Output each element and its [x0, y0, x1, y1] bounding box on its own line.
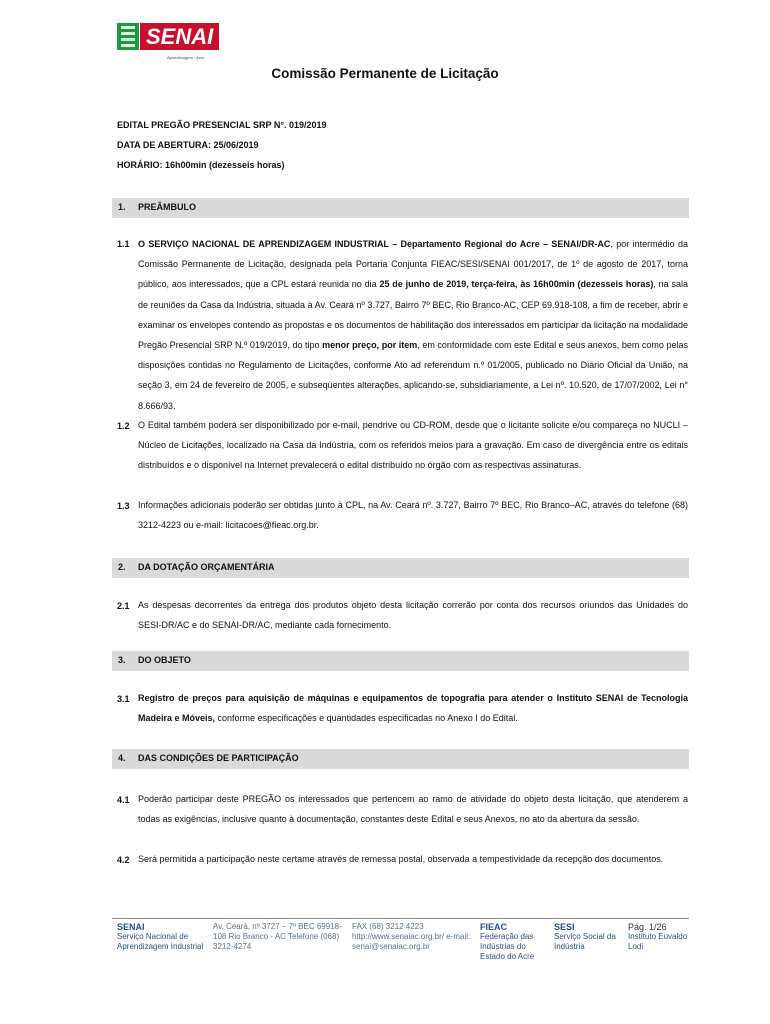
item-number: 3.1 — [117, 694, 130, 704]
item-text: conforme especificações e quantidades especificadas no Anexo I do Edital. — [215, 713, 518, 724]
opening-date: DATA DE ABERTURA: 25/06/2019 — [117, 140, 259, 150]
item-bold: 25 de junho de 2019, terça-feira, às 16h00min (dezesseis horas) — [379, 279, 654, 290]
section-heading — [112, 198, 689, 218]
footer-fieac-heading: FIEAC — [480, 922, 507, 932]
footer-senai — [117, 922, 209, 952]
item-number: 1.2 — [117, 421, 130, 431]
footer-fieac — [480, 922, 550, 962]
logo-subtitle: Aprendizagem · Acre — [167, 55, 205, 60]
section-title: DO OBJETO — [138, 655, 191, 665]
section-heading — [112, 749, 689, 769]
item-number: 1.1 — [117, 239, 130, 249]
senai-logo — [117, 23, 227, 69]
item-bold-lead: O SERVIÇO NACIONAL DE APRENDIZAGEM INDUSTRIAL – Departamento Regional do Acre – SENAI/DR-AC — [138, 239, 611, 249]
footer-iel-text: Instituto Euvaldo Lodi — [628, 932, 688, 951]
item-number: 2.1 — [117, 601, 130, 611]
item-text: , em conformidade com este Edital e seus anexos, bem como pelas disposições contidas no Regulamento de Licitações, conforme Ato ad referendum n.º 01/2005, publicado no Diário Oficial da União, na seção 3, em 24 de fevereiro de 2005, e subseqüentes alterações, aplicando-se, subsidiariamente, a Lei nº. 10.520, de 17/07/2002, Lei n° 8.666/93. — [138, 340, 688, 411]
footer-divider — [112, 918, 689, 919]
section-number: 1. — [118, 202, 126, 212]
item-paragraph: As despesas decorrentes da entrega dos produtos objeto desta licitação correrão por conta dos recursos oriundos das Unidades do SESI-DR/AC e do SENAI-DR/AC, mediante cada fornecimento. — [138, 600, 688, 631]
footer-contact: FAX (68) 3212 4223 http://www.senaiac.org.br/ e-mail: senai@senaiac.org.br — [352, 922, 471, 951]
section-title: DA DOTAÇÃO ORÇAMENTÁRIA — [138, 562, 275, 572]
footer-senai-heading: SENAI — [117, 922, 145, 932]
footer-iel — [628, 932, 688, 952]
item-bold-lead: Registro de preços para aquisição de máquinas e equipamentos de topografia para atender o Instituto SENAI de Tecnologia Madeira e Móveis, — [138, 693, 688, 724]
footer-sesi-text: Serviço Social da Indústria — [554, 932, 616, 951]
footer-senai-text: Serviço Nacional de Aprendizagem Industrial — [117, 932, 204, 951]
item-paragraph: O Edital também poderá ser disponibilizado por e-mail, pendrive ou CD-ROM, desde que o licitante solicite e/ou compareça no NUCLI – Núcleo de Licitações, localizado na Casa da Indústria, com os referidos meios para a gravação. Em caso de divergência entre os editais distribuídos e o disponível na Internet prevalecerá o edital distribuído no órgão com as respectivas assinaturas. — [138, 420, 688, 471]
item-text: , por intermédio da Comissão Permanente de Licitação, designada pela Portaria Conjunta FIEAC/SESI/SENAI 001/2017, de 1º de agosto de 2017, torna público, aos interessados, que a CPL estará reunida no dia — [138, 239, 688, 290]
section-number: 2. — [118, 562, 126, 572]
item-number: 4.1 — [117, 795, 130, 805]
item-paragraph: Informações adicionais poderão ser obtidas junto à CPL, na Av. Ceará nº. 3.727, Bairro 7º BEC, Rio Branco–AC, através do telefone (68) 3212-4223 ou e-mail: licitacoes@fieac.org.br. — [138, 500, 688, 531]
item-paragraph — [138, 234, 688, 416]
page-title: Comissão Permanente de Licitação — [271, 66, 499, 81]
footer-address: Av. Ceará, nº 3727 – 7º BEC 69918-108 Rio Branco - AC Telefone (068) 3212-4274 — [213, 922, 342, 951]
footer-sesi-heading: SESI — [554, 922, 575, 932]
opening-time: HORÁRIO: 16h00min (dezesseis horas) — [117, 160, 285, 170]
section-number: 3. — [118, 655, 126, 665]
logo-word: SENAI — [140, 23, 219, 50]
item-number: 1.3 — [117, 501, 130, 511]
item-bold: menor preço, por item — [322, 340, 418, 351]
logo-emblem-icon — [117, 23, 139, 50]
item-paragraph: Será permitida a participação neste certame através de remessa postal, observada a tempestividade da recepção dos documentos. — [138, 854, 664, 864]
footer-fieac-text: Federação das Indústrias do Estado do Acre — [480, 932, 535, 961]
section-number: 4. — [118, 753, 126, 763]
item-text: , na sala de reuniões da Casa da Indústria, situada à Av. Ceará nº 3.727, Bairro 7º BEC, Rio Branco-AC, CEP 69.918-108, a fim de receber, abrir e examinar os envelopes contendo as propostas e os documentos de habilitação dos interessados em participar da licitação na modalidade Pregão Presencial SRP N.º 019/2019, do tipo — [138, 279, 689, 351]
item-paragraph — [138, 688, 688, 728]
edital-number: EDITAL PREGÃO PRESENCIAL SRP N°. 019/2019 — [117, 120, 327, 130]
item-number: 4.2 — [117, 855, 130, 865]
item-paragraph: Poderão participar deste PREGÃO os interessados que pertencem ao ramo de atividade do objeto desta licitação, que atenderem a todas as exigências, inclusive quanto à documentação, constantes deste Edital e seus Anexos, no ato da abertura da sessão. — [138, 794, 688, 825]
section-heading — [112, 651, 689, 671]
section-title: PREÂMBULO — [138, 202, 196, 212]
section-title: DAS CONDIÇÕES DE PARTICIPAÇÃO — [138, 753, 299, 763]
section-heading — [112, 558, 689, 578]
page-number: Pág. 1/26 — [628, 922, 667, 932]
footer-sesi — [554, 922, 624, 952]
